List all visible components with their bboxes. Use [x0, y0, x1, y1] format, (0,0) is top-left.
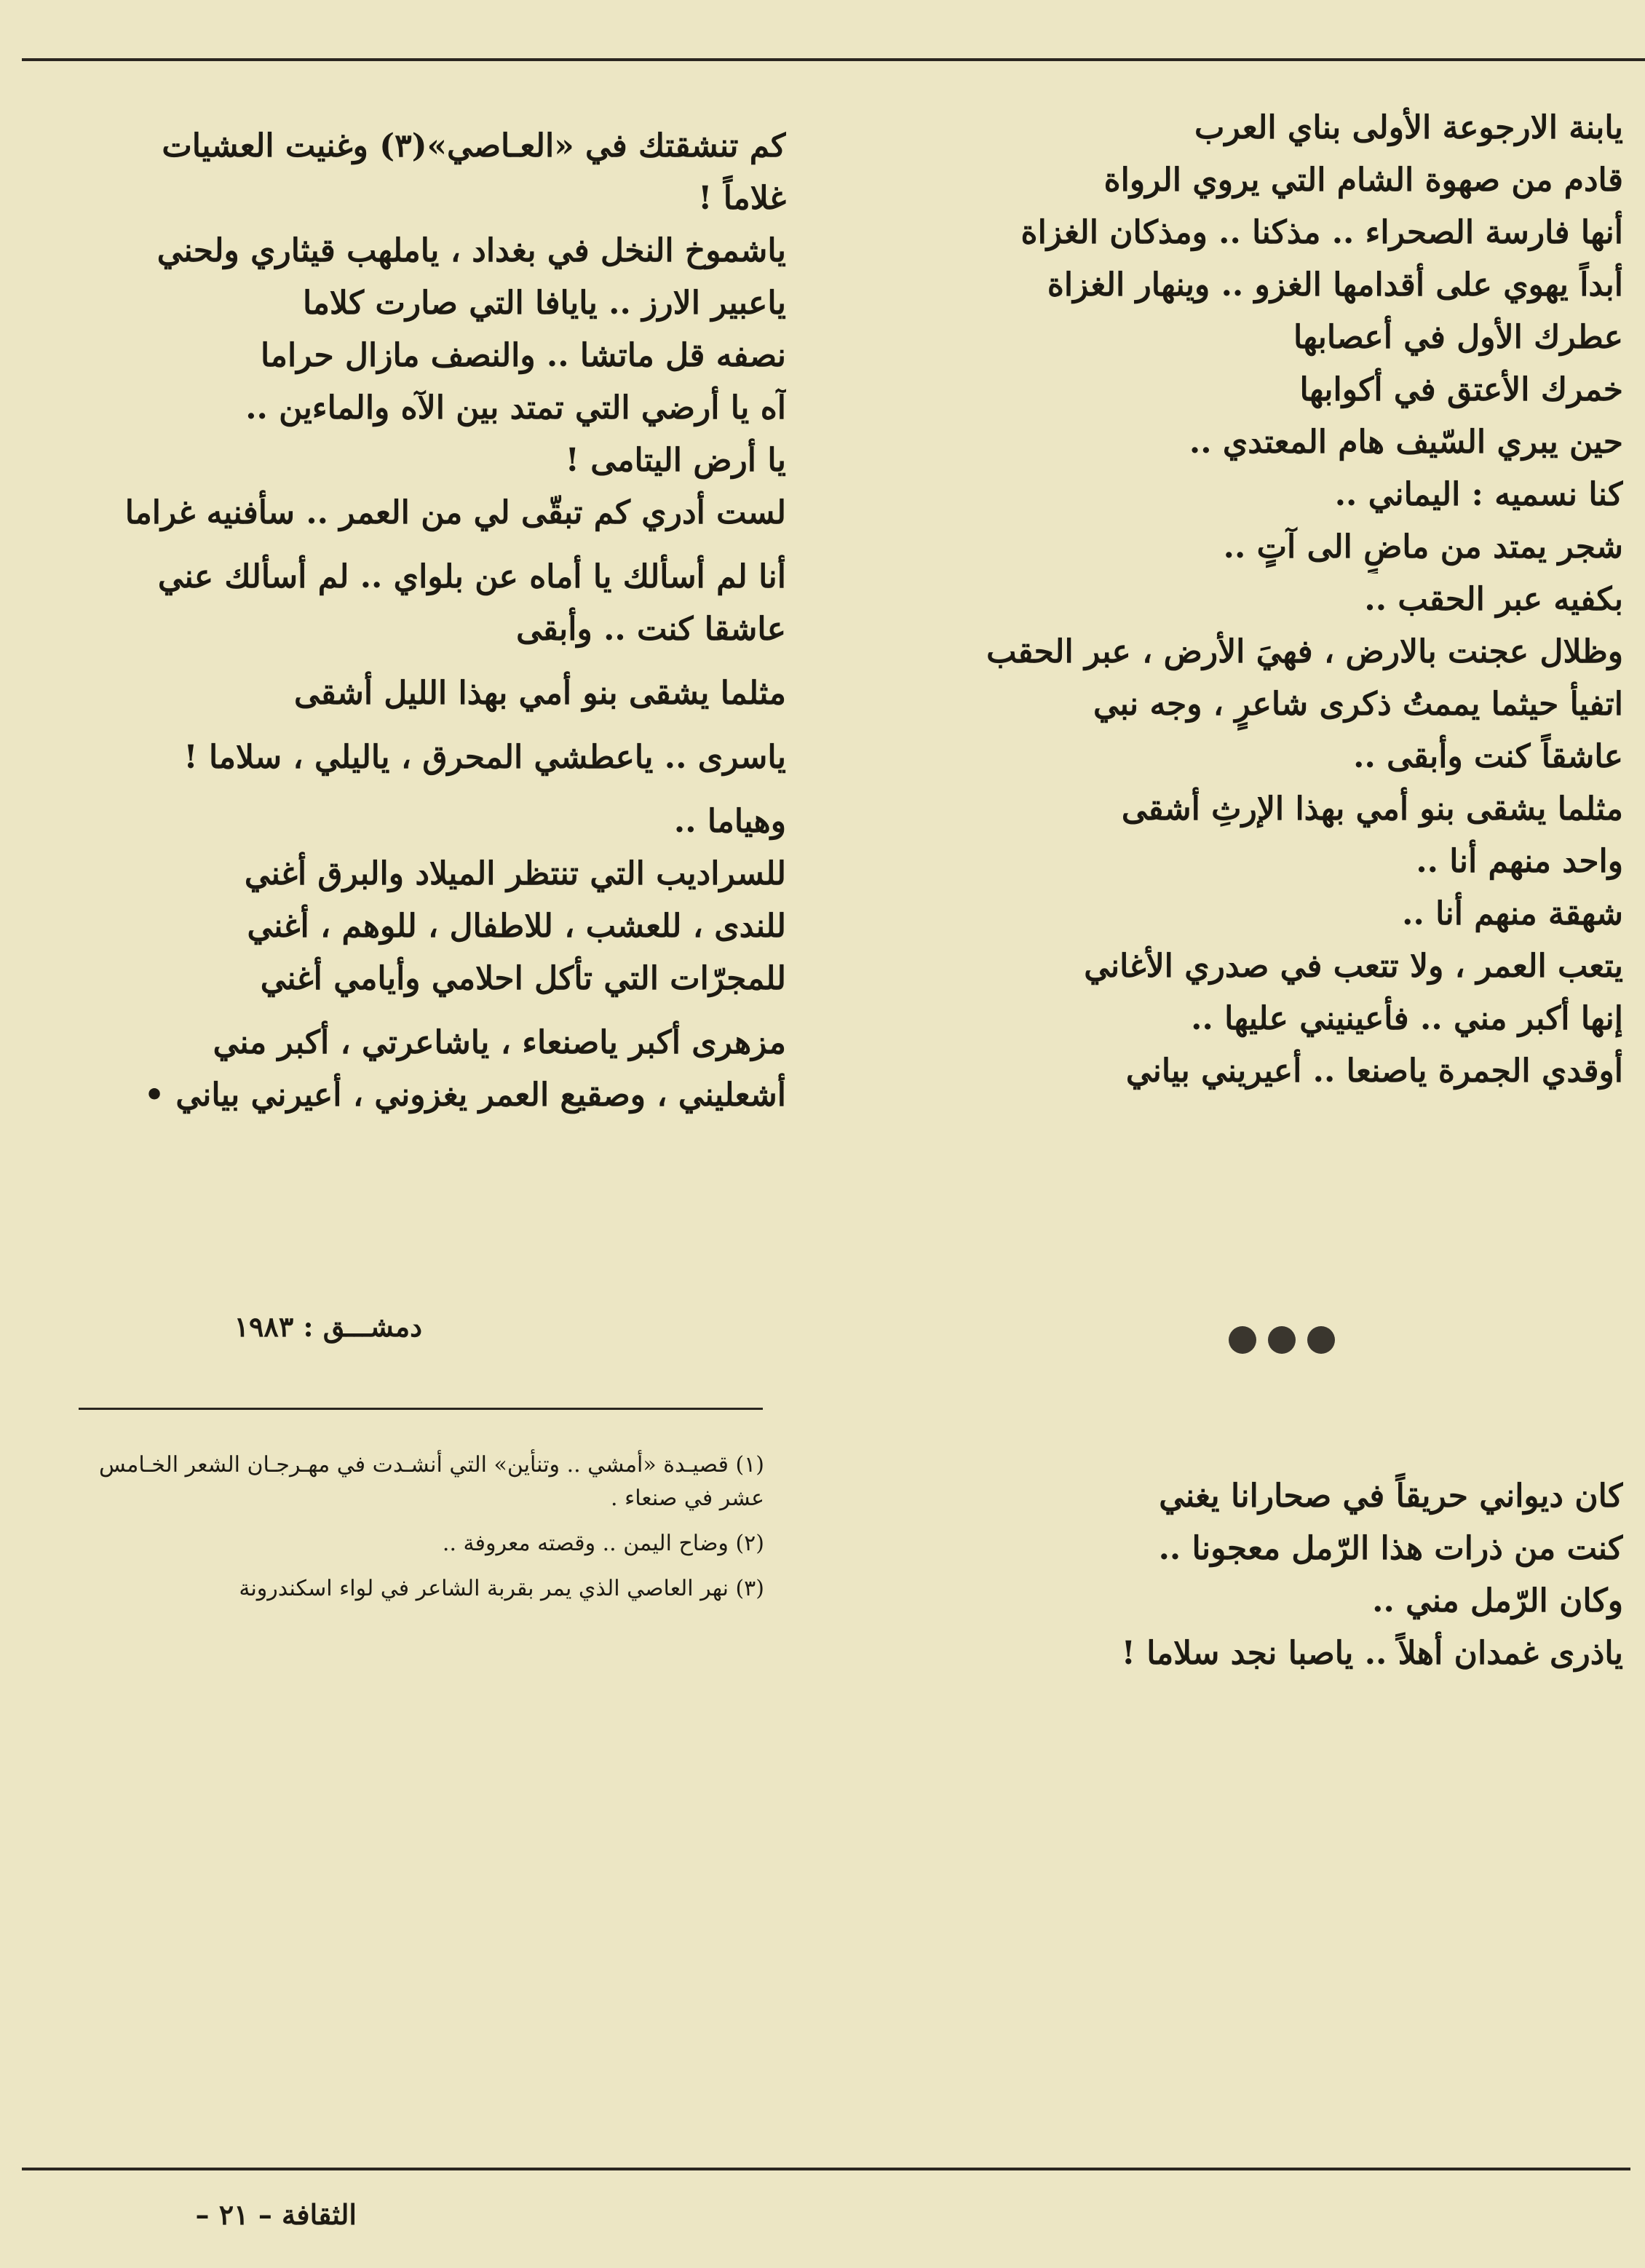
- stanza-gap: [29, 539, 786, 551]
- section-separator: [1229, 1326, 1335, 1354]
- poem-line: اتفيأ حيثما يممتُ ذكرى شاعرٍ ، وجه نبي: [1093, 686, 1623, 723]
- poem-line: يا أرض اليتامى !: [565, 442, 786, 479]
- bottom-rule: [22, 2168, 1630, 2170]
- page-folio: الثقافة – ٢١ –: [195, 2198, 357, 2231]
- poem-line: أشعليني ، وصقيع العمر يغزوني ، أعيرني بياني •: [143, 1076, 786, 1114]
- poem-line: كان ديواني حريقاً في صحارانا يغني: [1159, 1478, 1623, 1515]
- footnote-rule: [79, 1408, 763, 1410]
- poem-line: وظلال عجنت بالارض ، فهيَ الأرض ، عبر الحقب: [986, 633, 1623, 670]
- poem-line: مزهرى أكبر ياصنعاء ، ياشاعرتي ، أكبر مني: [213, 1024, 786, 1061]
- poem-line: شجر يمتد من ماضٍ الى آتٍ ..: [1223, 528, 1623, 566]
- dateline: دمشـــق : ١٩٨٣: [234, 1310, 422, 1343]
- right-column: [895, 102, 1623, 1098]
- footnote: (١) قصيـدة «أمشي .. وتنأين» التي أنشـدت في مهـرجـان الشعر الخـامس عشر في صنعاء .: [99, 1452, 764, 1511]
- footnote: (٢) وضاح اليمن .. وقصته معروفة ..: [442, 1531, 764, 1556]
- separator-dot: [1229, 1326, 1256, 1354]
- poem-line: نصفه قل ماتشا .. والنصف مازال حراما: [261, 337, 786, 374]
- left-column: [29, 120, 786, 1122]
- poem-line: عطرك الأول في أعصابها: [1293, 319, 1623, 356]
- stanza-gap: [29, 784, 786, 796]
- poem-line: آه يا أرضي التي تمتد بين الآه والماءين ..: [245, 389, 786, 427]
- poem-line: كنت من ذرات هذا الرّمل معجونا ..: [1158, 1530, 1623, 1567]
- poem-line: وكان الرّمل مني ..: [1372, 1582, 1623, 1619]
- poem-line: للمجرّات التي تأكل احلامي وأيامي أغني: [260, 960, 786, 997]
- poem-stanza-right: [895, 102, 1623, 1098]
- poem-line: خمرك الأعتق في أكوابها: [1299, 371, 1623, 408]
- poem-line: أنها فارسة الصحراء .. مذكنا .. ومذكان الغزاة: [1020, 214, 1623, 251]
- poem-line: وهياما ..: [673, 803, 786, 840]
- poem-line: ياسرى .. ياعطشي المحرق ، ياليلي ، سلاما !: [183, 739, 786, 776]
- poem-line: إنها أكبر مني .. فأعينيني عليها ..: [1191, 1000, 1623, 1037]
- poem-line: كنا نسميه : اليماني ..: [1334, 476, 1623, 513]
- poem-line: بكفيه عبر الحقب ..: [1364, 581, 1623, 618]
- poem-line: أنا لم أسألك يا أماه عن بلواي .. لم أسألك عني: [157, 558, 786, 595]
- poem-line: أوقدي الجمرة ياصنعا .. أعيريني بياني: [1125, 1052, 1623, 1090]
- footnotes: [73, 1448, 764, 1617]
- poem-line: لست أدري كم تبقّى لي من العمر .. سأفنيه غراما: [124, 494, 786, 531]
- poem-line: شهقة منهم أنا ..: [1402, 895, 1623, 932]
- separator-dot: [1268, 1326, 1296, 1354]
- poem-line: ياعبير الارز .. يايافا التي صارت كلاما: [302, 285, 786, 322]
- poem-line: غلاماً !: [698, 180, 786, 217]
- separator-dot: [1307, 1326, 1335, 1354]
- poem-line: قادم من صهوة الشام التي يروي الرواة: [1103, 162, 1623, 199]
- poem-line: أبداً يهوي على أقدامها الغزو .. وينهار الغزاة: [1047, 266, 1623, 304]
- stanza-gap: [29, 720, 786, 731]
- poem-line: للسراديب التي تنتظر الميلاد والبرق أغني: [244, 855, 786, 892]
- poem-line: عاشقاً كنت وأبقى ..: [1353, 738, 1623, 775]
- poem-line: ياذرى غمدان أهلاً .. ياصبا نجد سلاما !: [1121, 1635, 1623, 1672]
- stanza-gap: [29, 656, 786, 667]
- poem-line: للندى ، للعشب ، للاطفال ، للوهم ، أغني: [247, 908, 786, 945]
- top-rule: [22, 58, 1645, 61]
- footnote: (٣) نهر العاصي الذي يمر بقربة الشاعر في لواء اسكندرونة: [239, 1576, 764, 1601]
- stanza-gap: [29, 1005, 786, 1017]
- poem-line: مثلما يشقى بنو أمي بهذا الليل أشقى: [294, 675, 786, 712]
- poem-line: كم تنشقتك في «العـاصي»(٣) وغنيت العشيات: [162, 127, 786, 164]
- poem-closing-stanza: [895, 1470, 1623, 1680]
- poem-line: ياشموخ النخل في بغداد ، ياملهب قيثاري ولحني: [156, 232, 786, 269]
- poem-line: واحد منهم أنا ..: [1416, 843, 1623, 880]
- poem-line: مثلما يشقى بنو أمي بهذا الإرثِ أشقى: [1121, 790, 1623, 828]
- poem-line: حين يبري السّيف هام المعتدي ..: [1189, 424, 1623, 461]
- poem-line: يتعب العمر ، ولا تتعب في صدري الأغاني: [1084, 948, 1623, 985]
- poem-line: يابنة الارجوعة الأولى بناي العرب: [1194, 109, 1623, 146]
- poem-line: عاشقا كنت .. وأبقى: [516, 611, 786, 648]
